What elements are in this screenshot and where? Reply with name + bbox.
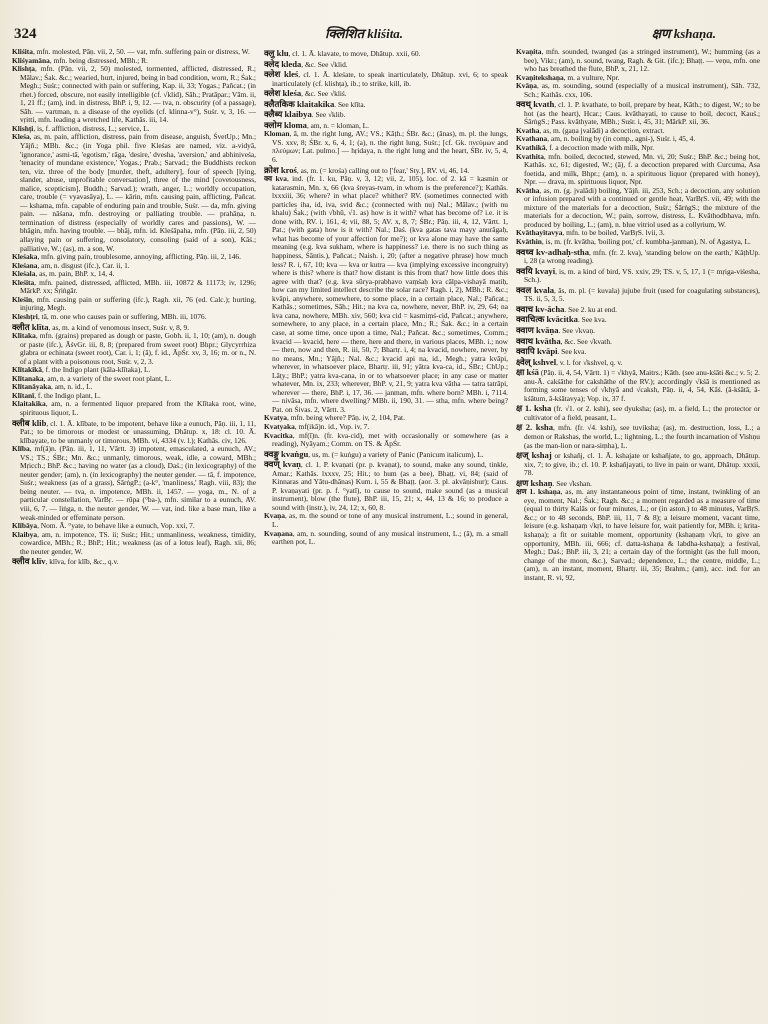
right-running-headword: क्षण kshaṇa. xyxy=(651,26,716,41)
entry-definition: , as, m. sounding, sound (especially of a musical instrument), Sāh. 732, Sch.; Kathās. cxx, 106. xyxy=(524,81,760,99)
dictionary-entry xyxy=(264,512,508,529)
entry-headword: क्वध्व kv-adhaḥ-stha xyxy=(516,246,589,257)
entry-definition: , as, m. any instantaneous point of time, instant, twinkling of an eye, moment, Nal.; Śak.; Ragh. &c.; a moment regarded as a measure of time (equal to thirty Kalās or four minutes, L.; or (in aston.) to 48 minutes, VarBṛS. &c.; or to 48 seconds, BhP. iii, 11, 7 & 8); a leisure moment, vacant time, leisure (e.g. kshaṇaṃ √kṛi, to have leisure for, wait patiently for, MBh. i; krita-kshaṇa); a fit or suitable moment, opportunity (kshaṇaṃ √kṛi, to give an opportunity, MBh. iii, 666; cf. datta-kshaṇa & labdha-kshaṇa); a festival, Megh.; Daś.; BhP. iii, 3, 21; a certain day of the fortnight (as the full moon, change of the moon, &c.), Sarvad.; dependence, L.; the centre, middle, L.; (am), n. an instant, moment, Bhartṛ. iii, 35; Brahm.; (am), acc. ind. for an instant, R. vi, 92, xyxy=(524,487,760,582)
entry-definition: , mfn. (fr. √4. kshi), see tuviksha; (as), m. destruction, loss, L.; a demon or Rakshas, the world, L.; lightning, L.; the fourth incarnation of Vishṇu (as the man-lion or nara-siṃha), L. xyxy=(524,423,760,450)
entry-headword: Klītanāyaka xyxy=(12,382,52,392)
dictionary-entry xyxy=(264,110,508,120)
columns xyxy=(12,48,760,1016)
entry-definition: , am, n. disgust (ifc.), Car. ii, 1. xyxy=(37,260,130,270)
entry-headword: क्लोम kloma xyxy=(264,119,307,130)
dictionary-entry xyxy=(516,315,760,325)
dictionary-entry xyxy=(12,65,256,125)
entry-headword: Kvathikā xyxy=(516,143,546,153)
dictionary-entry xyxy=(12,419,256,446)
entry-headword: क्लीब klib xyxy=(12,417,47,428)
entry-headword: क्वाथ kvātha xyxy=(516,335,561,346)
dictionary-entry xyxy=(264,130,508,164)
entry-definition: , ā, m. the right lung, AV.; VS.; Kāṭh.; ŚBr. &c.; (ānas), m. pl. the lungs, VS. xxv, 8; ŚBr. x, 6, 4, 1; (a), n. the right lung, Suśr.; [cf. Gk. πνεύμων and πλεύμων; Lat. pulmo.] — hṛidaya, n. the right lung and the heart, ŚBr. iv, 5, 4, 6. xyxy=(272,129,508,165)
dictionary-entry xyxy=(516,337,760,347)
entry-headword: Kvaṇitekshaṇa xyxy=(516,72,564,82)
column-1 xyxy=(12,48,256,1016)
entry-definition: or kshañj, cl. 1. Ā. kshajate or kshañjate, to go, approach, Dhātup. xix, 7; to give, ib.; cl. 10. P. kshañjayati, to live in pain or want, Dhātup. xxxii, 78. xyxy=(524,451,760,478)
dictionary-entry xyxy=(516,305,760,315)
entry-definition: , cl. 1. Ā. kleśate, to speak inarticulately, Dhātup. xvi, 6; to speak inarticulately (cf. klishṭa), ib.; to strike, kill, ib. xyxy=(272,70,508,88)
dictionary-entry xyxy=(264,432,508,449)
entry-definition: , is, f. affliction, distress, L.; service, L. xyxy=(33,123,150,133)
entry-headword: Kliśyamāna xyxy=(12,55,50,65)
entry-headword: Kleśaka xyxy=(12,252,38,262)
entry-headword: Klaitakika xyxy=(12,399,46,409)
dictionary-entry xyxy=(516,347,760,357)
entry-definition: , cl. 1. Ā. klībate, to be impotent, behave like a eunuch, Pāṇ. iii, 1, 11, Pat.; to be timorous or modest or unassuming, Dhātup. x, 18: cl. 10. Ā. klībayate, to be unmanly or timorous, MBh. vi, 4334 (v. l.); Kathās. civ, 126. xyxy=(20,418,256,445)
entry-headword: क्लैब्य klaibya xyxy=(264,109,312,120)
dictionary-entry xyxy=(264,460,508,512)
entry-headword: क्षण 1. kshaṇa xyxy=(516,487,561,497)
entry-headword: क्ष 2. ksha xyxy=(516,422,553,433)
entry-headword: Kleśala xyxy=(12,269,36,279)
entry-definition: , &c. See √klid. xyxy=(301,59,348,69)
entry-definition: , f. the Indigo plant (kāla-klītaka), L. xyxy=(41,365,151,375)
entry-headword: क्वण् kvaṇ xyxy=(264,459,301,470)
entry-headword: क्रोश kroś xyxy=(264,164,297,175)
entry-headword: Klība xyxy=(12,444,30,454)
dictionary-entry xyxy=(516,286,760,304)
entry-definition: , mfn. being where? Pāṇ. iv, 2, 104, Pat. xyxy=(287,413,405,423)
entry-definition: (fr. √1. or 2. kshi), see dyuksha; (as), m. a field, L.; the protector or cultivator of a field, peasant, L. xyxy=(524,404,760,422)
dictionary-entry xyxy=(516,238,760,247)
entry-headword: Kvaṇita xyxy=(516,48,542,56)
entry-definition: , is, m. (fr. kvātha, 'boiling pot,' cf. kumbha-janman), N. of Agastya, L. xyxy=(541,237,751,247)
entry-headword: Klishṭa xyxy=(12,64,35,74)
entry-headword: Kvāṇa xyxy=(516,81,537,91)
entry-headword: Klītanaka xyxy=(12,373,44,383)
entry-definition: , ās, m. pl. (= kuvala) jujube fruit (used for coagulating substances), TS. ii, 5, 3, 5. xyxy=(524,285,760,304)
dictionary-entry xyxy=(516,82,760,99)
entry-headword: Kvāthin xyxy=(516,237,542,247)
dictionary-entry xyxy=(12,531,256,557)
dictionary-entry xyxy=(12,296,256,313)
entry-headword: Kleśana xyxy=(12,260,38,270)
entry-headword: Klishṭi xyxy=(12,123,34,133)
entry-definition: , mfn. (Pāṇ. vii, 2, 50) molested, tormented, afflicted, distressed, R.; Mālav.; Śak. &c.; wearied, hurt, injured, being in bad condition, worn, R.; Śak.; Megh.; Suśr.; connected with pain or suffering, Kap. ii, 33; Yogas.; Pañcat.; (in rhet.) forced, obscure, not easily intelligible (cf. √klid), Sāh.; Pratāpar.; Vām. ii, 1, 21 ff.; (am), ind. in distress, BhP. i, 9, 12. — tva, n. obscurity (of a passage), Sāh. — vartman, n. a disease of the eyelids (cf. klinna-v°), Suśr. v, 3, 16. — vṛitti, mfn. leading a wretched life, Kathās. iii, 14. xyxy=(20,64,256,125)
entry-definition: , as, m. (gaṇa jvalādi) a decoction, extract. xyxy=(539,125,665,135)
entry-definition: , ind. (fr. 1. ku, Pāṇ. v, 3, 12; vii, 2, 105), loc. of 2. kā = kasmin or katarasmin, Mn. x, 66 (kva śreyas-tvam, in whom is the preference?); Kathās. lxxxiii, 36; where? in what place? whither? RV. (sometimes connected with particles iha, id, iva, svid &c.; (connected with nu) Nal.; Mālav.; (with nu khalu) Śak.; (with √bhū, √1. as) how is it with? what has become of? i.e. it is done with, RV. i, 161, 4; vii, 88, 5; AV. x, 8, 7; ŚBr.; Pāṇ. iii, 4, 12, Vārtt. 1, Pat.; (with gata) how is it with? Nal.; Daś. (kva gatas tava mayy anurāgaḥ, what has become of your affection for me?); or kva alone may have the same meaning (e.g. kva sukham, where is happiness? i.e. there is no such thing as happiness, Śāntis.), Pañcat.; Naish. i, 20; (after a negative phrase) how much less? R. i, 67, 10; kva — kva or kutra — kva (implying excessive incongruity) where is this? where is that? how distant is this from that? how little does this agree with that? (e.g. kva sūrya-prabhavo vaṃśaḥ kva cālpa-vishayā matiḥ, how can my limited intellect describe the solar race? Ragh. i, 2), MBh.; R. &c.; kvāpi, anywhere, somewhere, to some place, in a certain place, Nal.; Pañcat.; Kathās.; sometimes, Sāh.; Hit.; na kva ca, nowhere, never, BhP. iv, 29, 64; na kva cana, nowhere, MBh. xiv, 560; kva cid = kasmiṃś-cid, Pañcat.; anywhere, somewhere, to any place, in a certain place, Mn.; R.; Śak. &c.; in a certain case, at some time, once upon a time, Nal.; Pañcat. &c.; sometimes, Comm.; kvacid — kvacid, here — there, here and there, in various places, MBh. i.; now — then, now and then, R. iii, 50, 7; Bhartṛ. i, 4; na kvacid, nowhere, never, by no means, Mn.; Yājñ.; Nal. &c.; kvacid api na, id., Megh.; yatra kvāpi, wherever, in whatsoever place, Bhartṛ. iii, 91; yātra kva-ca, id., ŚBr.; ChUp.; Lāṭy.; BhP.; yatra kva-cana, in or to whatsoever place; in any case or matter whatever, Mn. ix, 233; wherever, BhP. v, 21, 9; yatra kva vātha — tatra tatrāpi, wherever — there, BhP. i, 17, 36. — janman, mfn. where born? MBh. i, 7114. — nivāsa, mfn. where dwelling? MBh. ii, 190, 31. — stha, mfn. where being? Pat. on Śivas. 2, Vārtt. 3. xyxy=(272,174,508,414)
entry-definition: , mfn. sounded, twanged (as a stringed instrument), W.; humming (as a bee), Vikr.; (am), n. sound, twang, Ragh. & Git. (ifc.); Bhaṭṭ. — veṇu, mfn. one who has breathed the flute, BhP. x, 21, 12. xyxy=(524,48,760,74)
entry-headword: क्वथ् kvath xyxy=(516,99,555,110)
entry-definition: , am, n. = kloman, L. xyxy=(306,120,370,130)
entry-definition: , mf(ikā)n. id., Vop. iv, 7. xyxy=(294,421,370,431)
entry-definition: , v. l. for √kshvel, q. v. xyxy=(556,357,623,367)
entry-headword: Klītakikā xyxy=(12,365,42,375)
entry-definition: , cl. 1. Ā. klavate, to move, Dhātup. xxii, 60. xyxy=(288,49,421,58)
dictionary-entry xyxy=(516,423,760,450)
dictionary-entry xyxy=(516,488,760,582)
entry-definition: , mfn. being distressed, MBh.; R. xyxy=(49,55,148,65)
dictionary-entry xyxy=(264,70,508,88)
entry-definition: , tā, m. one who causes pain or suffering, MBh. iii, 1076. xyxy=(37,311,207,321)
entry-headword: Kvāthayitavya xyxy=(516,228,563,238)
entry-definition: . See √kvaṇ. xyxy=(558,325,595,335)
entry-definition: , am, n. impotence, TS. ii; Suśr.; Hit.; unmanliness, weakness, timidity, cowardice, MBh.; R.; BhP.; Hit.; weakness (as of a lotus leaf), Ragh. xii, 86; the neuter gender, W. xyxy=(20,529,256,556)
entry-headword: Kvathana xyxy=(516,134,548,144)
entry-headword: क्ष 1. ksha xyxy=(516,403,552,414)
dictionary-entry xyxy=(516,100,760,127)
entry-headword: क्व kva xyxy=(264,174,287,184)
entry-definition: , mfn. boiled, decocted, stewed, Mn. vi, 20; Suśr.; BhP. &c.; being hot, Kathās. xc, 61; digested, W.; (ā), f. a decoction prepared with Curcuma, Asa foetida, and milk, Bhpr.; (am), n. a spirituous liquor (prepared with honey), Npr. — drava, m. spirituous liquor, Npr. xyxy=(524,151,760,187)
entry-headword: Kloman xyxy=(264,129,290,139)
page-number: 324 xyxy=(14,26,37,42)
entry-definition: . See kva. xyxy=(557,347,587,357)
dictionary-entry xyxy=(12,313,256,322)
entry-headword: Kleśin xyxy=(12,294,33,304)
dictionary-entry xyxy=(516,404,760,422)
entry-headword: Kleśa xyxy=(12,132,30,142)
entry-definition: , mfn. to be boiled, VarBṛS. lvii, 3. xyxy=(562,228,665,238)
entry-definition: . See klīta. xyxy=(334,99,366,109)
entry-headword: Kvatha xyxy=(516,125,540,135)
dictionary-entry xyxy=(264,49,508,59)
entry-headword: Kvātha xyxy=(516,185,540,195)
column-2 xyxy=(264,48,508,1016)
dictionary-entry xyxy=(516,187,760,230)
entry-headword: क्लीत klīta xyxy=(12,321,49,332)
dictionary-entry xyxy=(516,48,760,74)
entry-definition: , mf(ī)n. (fr. kva-cid), met with occasionally or somewhere (as a reading), Nyāyam.; Comm. on TS. & ĀpŚr. xyxy=(272,430,508,449)
dictionary-entry xyxy=(516,267,760,285)
dictionary-entry xyxy=(516,153,760,187)
dictionary-entry xyxy=(12,332,256,366)
entry-definition: , klīva, for klīb, &c., q.v. xyxy=(45,557,119,567)
dictionary-entry xyxy=(516,368,760,403)
entry-definition: , as, m. (= krośa) calling out to ['fear,' Sty.], RV. vi, 46, 14. xyxy=(296,165,470,175)
dictionary-entry xyxy=(516,326,760,336)
entry-definition: , m. a vulture, Npr. xyxy=(563,72,620,82)
entry-definition: , mf(ā)n. (Pāṇ. iii, 1, 11, Vārtt. 3) impotent, emasculated, a eunuch, AV.; VS.; TS.; ŚBr.; Mn. &c.; unmanly, timorous, weak, idle, a coward, MBh.; Mṛicch.; BhP. &c.; having no water (as a cloud), Daś.; (in lexicography) of the neuter gender; (am), n. (in lexicography) the neuter gender. — tā, f. impotence, Suśr.; weakness (as of a grass), ŚārṅgP.; (a-k°, 'manliness,' Ragh. viii, 83); the being neuter. — tva, n. impotence, MBh. ii, 1457. — yoga, m., N. of a particular constellation, VarBṛ. — rūpa (°ba-), mfn. similar to a eunuch, AV. viii, 6, 7. — liṅga, n. the neuter gender, W. — vat, ind. like a base man, like a weak-minded or effeminate person. xyxy=(20,444,256,522)
entry-definition: , as, m. a kind of venomous insect, Suśr. v, 8, 9. xyxy=(48,322,190,332)
entry-definition: , cl. 1. P. kvathate, to boil, prepare by heat, Kāth.; to digest, W.; to be hot (as the heart), Hcar.; Caus. kvāthayati, to cause to boil, decoct, Kauś.; ŚārṅgS.; Pass. kvāthyate, MBh.; Suśr. i, 45, 31; MārkP. xii, 36. xyxy=(524,100,760,127)
dictionary-entry xyxy=(264,60,508,70)
entry-definition: , mfn. molested, Pāṇ. vii, 2, 50. — vat, mfn. suffering pain or distress, W. xyxy=(32,48,250,56)
entry-definition: , am, n. sounding, sound of any musical instrument, L.; (ā), m. a small earthen pot, L. xyxy=(272,528,508,547)
entry-headword: Kliśita xyxy=(12,48,33,56)
entry-headword: क्लु klu xyxy=(264,48,289,58)
entry-definition: , as, m. pain, affliction, distress, pain from disease, anguish, ŚvetUp.; Mn.; Yājñ.; MBh. &c.; (in Yoga phil. five Kleśas are named, viz. a-vidyā, 'ignorance,' asmi-tā, 'egotism,' rāga, 'desire,' dvesha, 'aversion,' and abhiniveśa, 'tenacity of mundane existence,' Yogas.; Prab.; Sarvad.; the Buddhists reckon ten, viz. three of the body [murder, theft, adultery], four of speech [lying, slander, abuse, unprofitable conversation], three of the mind [covetousness, malice, scepticism], Buddh.; Sarvad.); wrath, anger, L.; worldly occupation, care, trouble (= vyavasāya), L. — kārin, mfn. causing pain, afflicting, Pañcat. — kshama, mfn. capable of enduring pain and trouble, Suśr. — da, mfn. giving pain. — nāśana, mfn. destroying or palliating trouble. — prahāṇa, n. termination of distress (especially of worldly cares and passions), W. — bhāgin, mfn. having trouble. — bhāj, mfn. id. Kleśāpaha, mfn. (Pāṇ. iii, 2, 50) allaying pain or suffering, consolatory, consoling (said of a son), Kāś.; palliative, W.; (as), m. a son, W. xyxy=(20,132,256,253)
entry-definition: , cl. 1. P. kvaṇati (pr. p. kvaṇat), to sound, make any sound, tinkle, Amar.; Kathās. lxxxv, 25; Hit.; to hum (as a bee), Bhaṭṭ. vi, 84; (said of Kinnaras and Yātu-dhānas) Kum. i, 55 & Bhaṭṭ. (aor. 3. pl. akvāṇishur); Caus. P. kvaṇayati (pr. p. f. °yatī), to cause to sound, make sound (as a musical instrument), blow (the flute), BhP. iii, 15, 21; x, 44, 13 & 16; to produce a sound with (instr.), iv, 24, 12; x, 60, 8. xyxy=(272,460,508,512)
dictionary-entry xyxy=(516,451,760,478)
entry-definition: , us, m. (= kuṅgu) a variety of Panic (Panicum italicum), L. xyxy=(308,449,484,459)
dictionary-entry xyxy=(12,445,256,522)
entry-headword: Klībāya xyxy=(12,521,38,531)
entry-definition: , mfn. pained, distressed, afflicted, MBh. iii, 10872 & 11173; iv, 1296; MārkP. xx; Śṛiṅgār. xyxy=(20,277,256,296)
entry-definition: , mfn. giving pain, troublesome, annoying, afflicting, Pāṇ. iii, 2, 146. xyxy=(37,252,241,262)
entry-definition: , as, m. the sound or tone of any musical instrument, L.; sound in general, L. xyxy=(272,511,508,529)
entry-headword: Kvatyaka xyxy=(264,421,295,431)
entry-headword: क्वापि kvāpi xyxy=(516,346,558,357)
entry-definition: , is, m. a kind of bird, VS. xxiv, 29; TS. v, 5, 17, 1 (= mṛiga-viśesha, Sch.). xyxy=(524,266,760,285)
entry-headword: क्षा kśā xyxy=(516,367,539,378)
dictionary-entry xyxy=(12,279,256,296)
dictionary-entry xyxy=(12,557,256,567)
entry-definition: , am, n. a fermented liquor prepared from the Klītaka root, wine, spirituous liquor, L. xyxy=(20,399,256,417)
entry-headword: क्वङ्गु kvaṅgu xyxy=(264,448,309,459)
entry-headword: Kvatya xyxy=(264,413,287,423)
entry-headword: Kleshṭri xyxy=(12,311,38,321)
dictionary-entry xyxy=(264,450,508,460)
entry-definition: , am, n. a variety of the sweet root plant, L. xyxy=(43,373,172,383)
entry-definition: , f. a decoction made with milk, Npr. xyxy=(545,143,655,153)
entry-definition: . See kva. xyxy=(577,315,607,325)
entry-headword: क्वयि kvayi xyxy=(516,265,556,276)
dictionary-entry xyxy=(516,248,760,266)
entry-headword: क्वल kvala xyxy=(516,284,555,295)
dictionary-entry xyxy=(264,175,508,414)
entry-definition: , am, n. id., L. xyxy=(51,382,93,392)
dictionary-entry xyxy=(12,400,256,417)
column-3 xyxy=(516,48,760,1016)
entry-headword: क्लैतकिक klaitakika xyxy=(264,98,335,109)
entry-definition: . See √kshan. xyxy=(552,478,592,488)
entry-headword: Kvaṇa xyxy=(264,511,285,521)
entry-headword: क्षण kshaṇ xyxy=(516,477,553,488)
dictionary-entry xyxy=(264,530,508,547)
dictionary-entry xyxy=(516,358,760,368)
entry-headword: Klītaka xyxy=(12,331,36,341)
entry-definition: , am, n. boiling by (in comp., agni-), Suśr. i, 45, 4. xyxy=(547,134,696,144)
dictionary-entry xyxy=(264,100,508,110)
entry-headword: क्वाच kv-ācha xyxy=(516,303,565,314)
entry-headword: Kvacitka xyxy=(264,430,293,440)
entry-headword: क्लेश kleś xyxy=(264,69,299,80)
entry-definition: , as, m. (g. jvalādi) boiling, Yājñ. iii, 253, Sch.; a decoction, any solution or infusion prepared with a continued or gentle heat, VarBṛS. vii, 49; with the mixture of the materials for a decoction, Suśr.; ŚārṅgS.; the mixture of the materials for a decoction, W.; pain, sorrow, distress, L. Kvāthodbhava, mfn. produced by boiling, L.; (am), n. blue vitriol used as a collyrium, W. xyxy=(524,185,760,229)
entry-headword: क्वाचित्क kvācitka xyxy=(516,314,578,325)
entry-headword: Kleśita xyxy=(12,277,35,287)
entry-headword: क्लेद kleda xyxy=(264,58,302,69)
entry-headword: क्ष्वेल् kshvel xyxy=(516,356,557,367)
entry-headword: क्लेश kleśa xyxy=(264,88,302,99)
entry-definition: (Pāṇ. ii, 4, 54, Vārtt. 1) = √khyā, Maitrs.; Kāth. (see anu-kśāti &c.; v. 5; 2. anu-Ā. cakśāthe for cakshāthe of the RV.); accordingly √kśā is mentioned as forming some tenses of √khyā and √caksh, Pāṇ. ii, 4, 54, Kāś. (ā-kśātā, ā-kśātum, ā-kśātavya); Vop. ix, 37 f. xyxy=(524,368,760,403)
entry-definition: . See √klib. xyxy=(311,110,346,120)
entry-definition: , &c. See √kvath. xyxy=(560,336,612,346)
entry-definition: , mfn. (fr. 2. kva), 'standing below on the earth,' KāṭhUp. i, 28 (a wrong reading). xyxy=(524,247,760,266)
entry-definition: , mfn. causing pain or suffering (ifc.), Ragh. xii, 76 (ed. Calc.); hurting, injuring, Megh. xyxy=(20,294,256,313)
running-head xyxy=(12,24,760,46)
entry-definition: , as, m. pain, BhP. x, 14, 4. xyxy=(35,269,115,279)
entry-definition: , &c. See √kliś. xyxy=(301,89,347,99)
dictionary-entry xyxy=(264,89,508,99)
entry-headword: क्लीव klīv xyxy=(12,556,46,567)
entry-headword: Klaibya xyxy=(12,529,38,539)
dictionary-entry xyxy=(12,133,256,253)
entry-definition: , f. the Indigo plant, L. xyxy=(34,390,101,400)
entry-headword: Klītanī xyxy=(12,390,35,400)
entry-headword: क्वाण kvāṇa xyxy=(516,324,559,335)
entry-headword: Kvaṇana xyxy=(264,528,293,538)
entry-definition: , Nom. Ā. °yate, to behave like a eunuch, Vop. xxi, 7. xyxy=(37,521,195,531)
entry-headword: क्षज् kshaj xyxy=(516,450,552,461)
left-running-headword: क्लिशित kliśita. xyxy=(325,26,404,41)
entry-definition: . See 2. ku at end. xyxy=(564,304,617,314)
entry-definition: , mfn. (grains) prepared as dough or paste, Gobh. ii, 1, 10; (am), n. dough or paste (ifc.), ĀśvGr. iii, 8, 8; (prepared from sweet root) Bhpr.; Glycyrrhiza glabra or echinata (sweet root), Car. i, 1; (ā), f. id., ĀpŚr. xv, 3, 16; m. or n., N. of a plant with a poisonous root, Suśr. v, 2, 3. xyxy=(20,331,256,366)
entry-headword: Kvathita xyxy=(516,151,544,161)
